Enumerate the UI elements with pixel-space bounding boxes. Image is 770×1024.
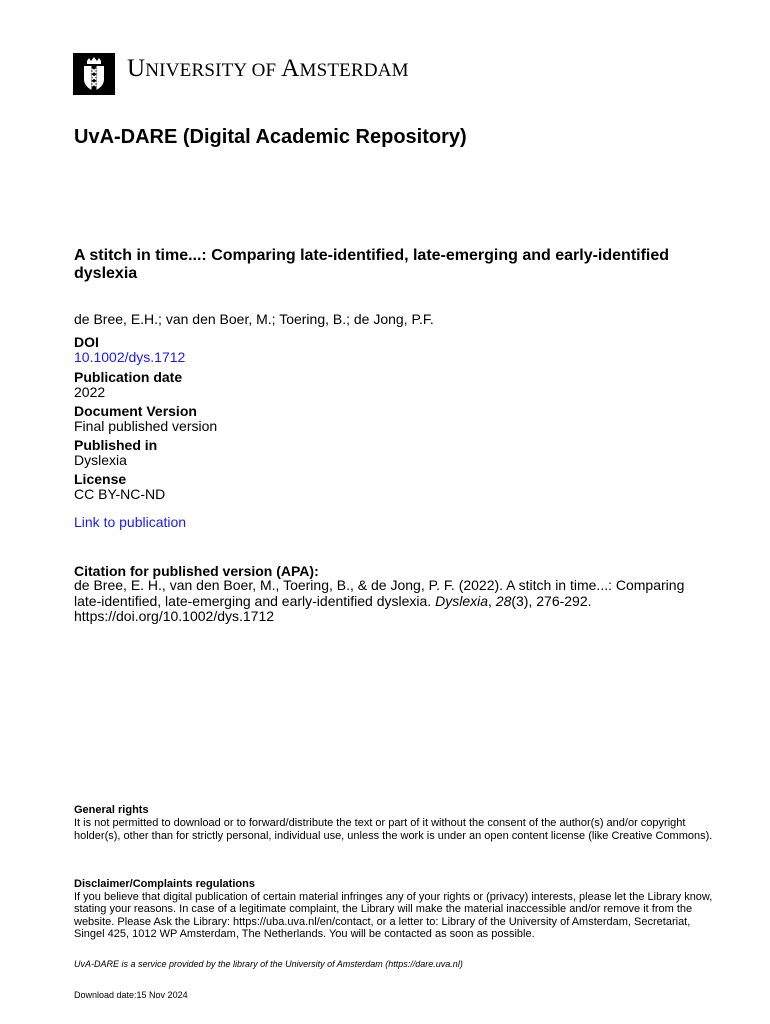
doi-link[interactable]: 10.1002/dys.1712	[74, 349, 186, 365]
doi-label: DOI	[74, 334, 99, 350]
city-name-rest: MSTERDAM	[299, 60, 409, 81]
link-to-publication[interactable]: Link to publication	[74, 514, 187, 530]
repository-title: UvA-DARE (Digital Academic Repository)	[74, 126, 467, 148]
publication-date-label: Publication date	[74, 369, 183, 385]
service-note: UvA-DARE is a service provided by the library of the University of Amsterdam (https://dare.uva.nl)	[74, 959, 463, 969]
citation-journal: Dyslexia	[435, 592, 488, 609]
disclaimer-title: Disclaimer/Complaints regulations	[74, 878, 255, 890]
license-label: License	[74, 471, 127, 487]
document-version-label: Document Version	[74, 403, 197, 419]
city-name-initial: A	[281, 55, 300, 82]
published-in-label: Published in	[74, 437, 158, 453]
publication-date-value: 2022	[74, 384, 106, 400]
citation-body: de Bree, E. H., van den Boer, M., Toering, B., & de Jong, P. F. (2022). A stitch in time...: Comparing late-identified, late-emerging and early-identified dyslexia.	[74, 577, 685, 609]
citation-separator: ,	[488, 592, 496, 609]
general-rights-title: General rights	[74, 804, 149, 816]
disclaimer-text: If you believe that digital publication of certain material infringes any of your rights or (privacy) interests, please let the Library know, stating your reasons. In case of a legitimate complaint, the Library will make the material inaccessible and/or remove it from the website. Please Ask the Library: https://uba.uva.nl/en/contact, or a letter to: Library of the University of Amsterdam, Secretariat, Singel 425, 1012 WP Amsterdam, The Netherlands. You will be contacted as soon as possible.	[74, 891, 713, 941]
citation-volume: 28	[495, 592, 512, 609]
citation-label: Citation for published version (APA):	[74, 563, 319, 579]
university-crest-icon	[73, 53, 115, 95]
authors: de Bree, E.H.; van den Boer, M.; Toering, B.; de Jong, P.F.	[74, 311, 434, 327]
university-name	[127, 55, 409, 85]
university-name-rest: NIVERSITY OF	[145, 60, 282, 81]
license-value: CC BY-NC-ND	[74, 486, 166, 502]
citation-text	[74, 578, 714, 625]
download-date: Download date:15 Nov 2024	[74, 990, 188, 1000]
published-in-value: Dyslexia	[74, 452, 127, 468]
document-version-value: Final published version	[74, 418, 218, 434]
citation-pages-doi: (3), 276-292. https://doi.org/10.1002/dys.1712	[74, 592, 592, 624]
general-rights-text: It is not permitted to download or to forward/distribute the text or part of it without the consent of the author(s) and/or copyright holder(s), other than for strictly personal, individual use, unless the work is under an open content license (like Creative Commons).	[74, 817, 713, 842]
university-name-initial: U	[127, 55, 146, 82]
document-title: A stitch in time...: Comparing late-identified, late-emerging and early-identified dyslexia	[74, 247, 670, 282]
